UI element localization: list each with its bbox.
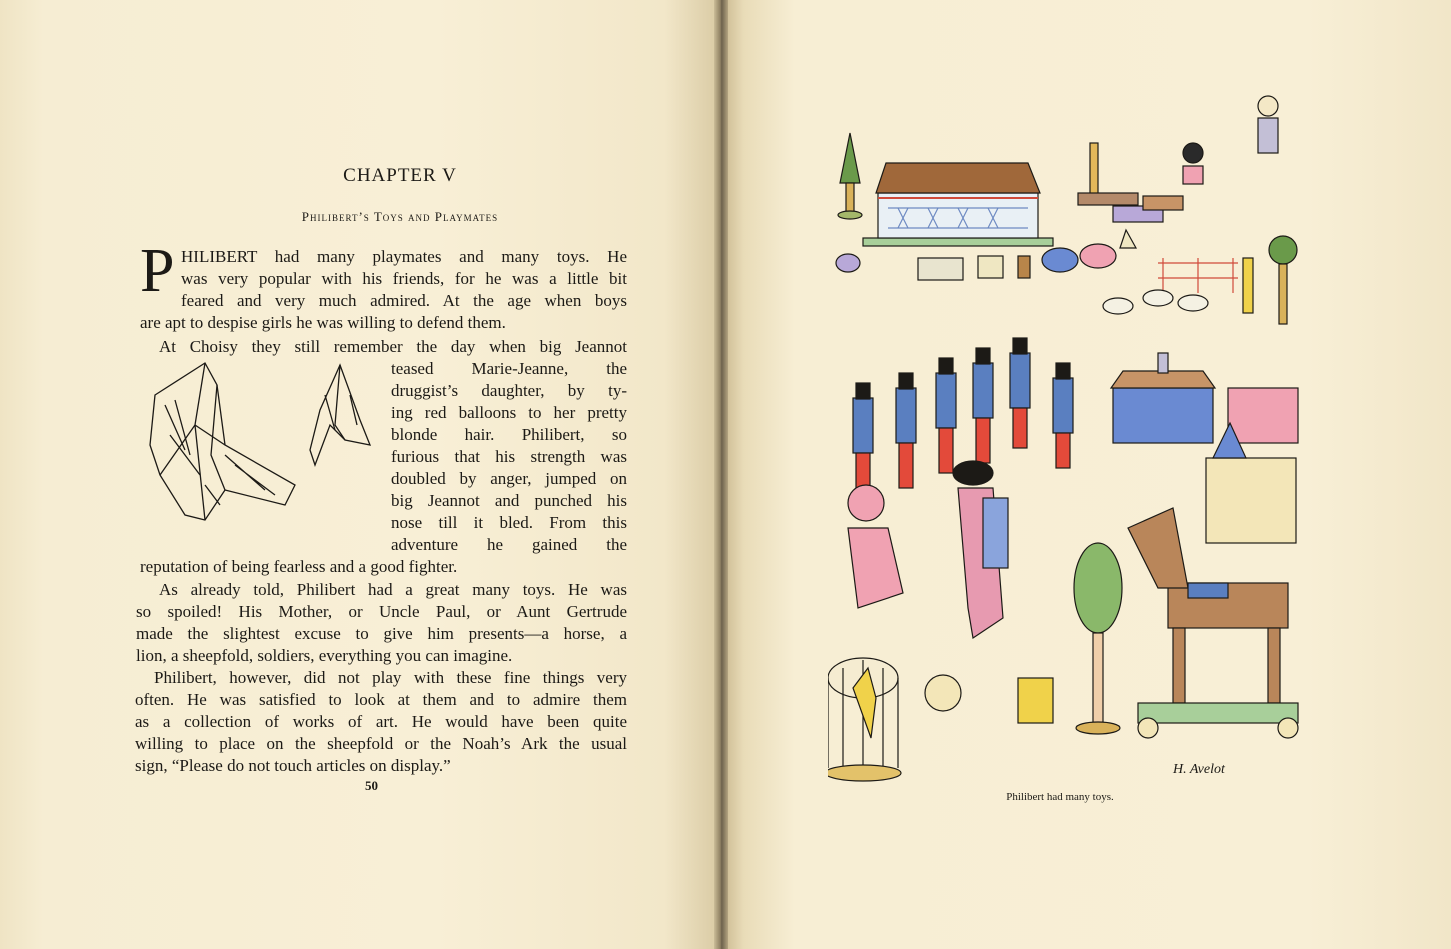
text-line: often. He was satisfied to look at them and to admire them	[135, 690, 627, 709]
toy-doll	[848, 485, 903, 608]
toy-sheep	[1103, 290, 1208, 314]
paragraph-1-end	[140, 312, 627, 334]
text-line: blonde hair. Philibert, so	[391, 425, 627, 444]
text-line: reputation of being fearless and a good fighter.	[140, 557, 458, 576]
toy-dog	[1018, 256, 1030, 278]
text-line: big Jeannot and punched his	[391, 491, 627, 510]
page-number: 50	[365, 778, 378, 793]
toy-pig	[1080, 244, 1116, 268]
toy-houses	[1111, 353, 1298, 543]
text-line: nose till it bled. From this	[391, 513, 627, 532]
paragraph-4	[135, 689, 627, 777]
text-line: ing red balloons to her pretty	[391, 403, 627, 422]
text-line: lion, a sheepfold, soldiers, everything you can imagine.	[136, 646, 513, 665]
jack-in-the-box	[1183, 166, 1203, 184]
toys-illustration	[828, 88, 1308, 788]
drop-cap: P	[140, 237, 175, 305]
toy-tree	[840, 133, 860, 183]
toy-tree-pot	[1074, 543, 1122, 633]
toy-tree-right	[1269, 236, 1297, 264]
text-line: druggist’s daughter, by ty-	[391, 381, 627, 400]
noahs-ark	[863, 163, 1053, 246]
artist-signature: H. Avelot	[1173, 762, 1225, 777]
text-line: doubled by anger, jumped on	[391, 469, 627, 488]
text-line: At Choisy they still remember the day when big Jeannot	[159, 337, 627, 356]
toy-geisha	[953, 461, 1008, 638]
text-line: as a collection of works of art. He would have been quite	[135, 712, 627, 731]
text-line: are apt to despise girls he was willing to defend them.	[140, 313, 506, 332]
paragraph-2-end	[140, 556, 627, 578]
text-line: adventure he gained the	[391, 535, 627, 554]
book-gutter	[714, 0, 728, 949]
text-line: was very popular with his friends, for he was a little bit	[181, 269, 627, 288]
paragraph-4-start	[154, 667, 627, 689]
chapter-heading: CHAPTER V	[343, 165, 457, 186]
text-line: sign, “Please do not touch articles on display.”	[135, 756, 451, 775]
bird-cage	[828, 658, 901, 781]
toy-boy	[1258, 96, 1278, 116]
toy-cat	[1018, 678, 1053, 723]
origami-hats-illustration	[145, 355, 375, 530]
toy-cow	[918, 258, 963, 280]
toy-animal	[836, 254, 860, 272]
text-line: furious that his strength was	[391, 447, 627, 466]
toy-column	[1243, 258, 1253, 313]
text-line: made the slightest excuse to give him presents—a horse, a	[136, 624, 627, 643]
toy-bird	[1120, 230, 1136, 248]
paragraph-1-indented	[181, 246, 627, 312]
toy-rooster	[925, 675, 961, 711]
toy-bear	[1042, 248, 1078, 272]
illustration-caption: Philibert had many toys.	[1006, 791, 1114, 803]
toy-goat	[978, 256, 1003, 278]
text-line: As already told, Philibert had a great many toys. He was	[159, 580, 627, 599]
paragraph-2-wrapped	[391, 358, 627, 556]
text-line: Philibert, however, did not play with these fine things very	[154, 668, 627, 687]
text-line: willing to place on the sheepfold or the Noah’s Ark the usual	[135, 734, 627, 753]
chapter-subtitle: Philibert’s Toys and Playmates	[301, 209, 499, 224]
text-line: so spoiled! His Mother, or Uncle Paul, or Aunt Gertrude	[136, 602, 627, 621]
toy-giraffe	[1090, 143, 1098, 198]
paragraph-3	[136, 601, 627, 667]
text-line: teased Marie-Jeanne, the	[391, 359, 627, 378]
text-line: feared and very much admired. At the age when boys	[181, 291, 627, 310]
paragraph-3-start	[159, 579, 627, 601]
text-line: HILIBERT had many playmates and many toys. He	[181, 247, 627, 266]
